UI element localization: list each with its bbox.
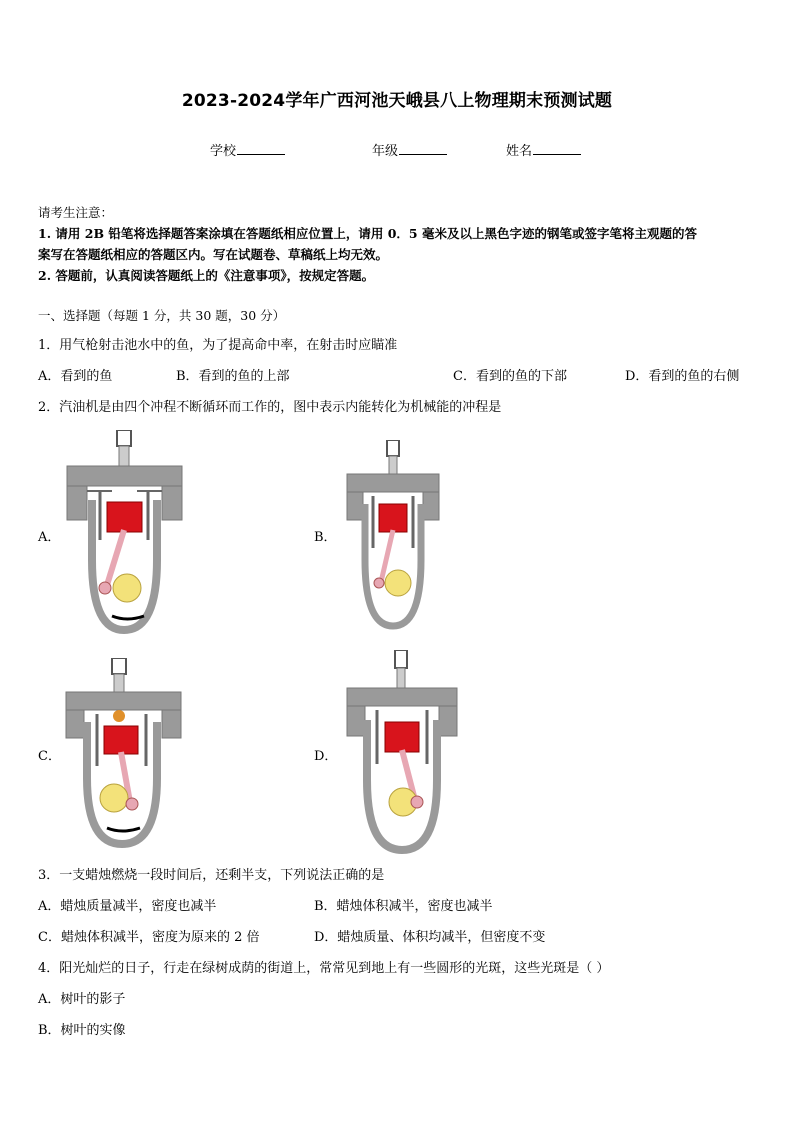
engine-diagram-b [343, 440, 443, 630]
flywheel [100, 784, 128, 812]
engine-diagram-d [343, 650, 461, 855]
grade-label: 年级 [372, 144, 399, 159]
notice-line-1a: 1. 请用 2B 铅笔将选择题答案涂填在答题纸相应位置上，请用 0．5 毫米及以上黑色字迹的钢笔或签字笔将主观题的答 [38, 226, 697, 241]
q3-option-a: A．蜡烛质量减半，密度也减半 [38, 899, 217, 914]
q4-stem: 4．阳光灿烂的日子，行走在绿树成荫的街道上，常常见到地上有一些圆形的光斑，这些光斑是（ ） [38, 961, 610, 976]
crank-pin [126, 798, 138, 810]
notice-heading: 请考生注意： [38, 205, 114, 220]
notice-line-2: 2. 答题前，认真阅读答题纸上的《注意事项》，按规定答题。 [38, 268, 375, 283]
q4-option-a: A．树叶的影子 [38, 992, 126, 1007]
q1-option-d: D．看到的鱼的右侧 [625, 369, 740, 384]
piston [385, 722, 419, 752]
q2-label-a: A． [38, 530, 61, 545]
piston [107, 502, 142, 532]
q3-option-d: D．蜡烛质量、体积均减半，但密度不变 [314, 930, 546, 945]
grade-field [372, 140, 447, 159]
name-field [506, 140, 581, 159]
name-blank [533, 142, 581, 155]
name-label: 姓名 [506, 144, 533, 159]
engine-diagram-c [62, 658, 187, 848]
crank-pin [99, 582, 111, 594]
spark-plug-icon [112, 658, 126, 674]
notice-line-1b: 案写在答题纸相应的答题区内。写在试题卷、草稿纸上均无效。 [38, 247, 389, 262]
crank-pin [374, 578, 384, 588]
valve-heads [87, 490, 162, 492]
spark-plug-icon [117, 430, 131, 446]
cylinder-head [66, 692, 181, 710]
spark-plug-icon [395, 650, 407, 668]
rotation-arrow-icon [107, 828, 140, 831]
cylinder-head [347, 474, 439, 492]
spark-plug-icon [387, 440, 399, 456]
spark-plug-body [119, 446, 129, 466]
crank-pin [411, 796, 423, 808]
school-label: 学校 [210, 144, 237, 159]
section-heading: 一、选择题（每题 1 分，共 30 题，30 分） [38, 308, 286, 323]
piston [104, 726, 138, 754]
flywheel [113, 574, 141, 602]
page-title: 2023-2024学年广西河池天峨县八上物理期末预测试题 [181, 91, 613, 111]
q2-label-b: B． [314, 530, 337, 545]
flywheel [385, 570, 411, 596]
q1-stem: 1．用气枪射击池水中的鱼，为了提高命中率，在射击时应瞄准 [38, 338, 398, 353]
q2-label-c: C． [38, 749, 61, 764]
school-blank [237, 142, 285, 155]
spark-plug-body [397, 668, 405, 688]
q3-option-c: C．蜡烛体积减半，密度为原来的 2 倍 [38, 930, 260, 945]
cylinder-head [67, 466, 182, 486]
q1-option-b: B．看到的鱼的上部 [176, 369, 290, 384]
q1-option-a: A．看到的鱼 [38, 369, 113, 384]
grade-blank [399, 142, 447, 155]
q2-stem: 2．汽油机是由四个冲程不断循环而工作的，图中表示内能转化为机械能的冲程是 [38, 400, 502, 415]
spark-plug-body [114, 674, 124, 692]
q4-option-b: B．树叶的实像 [38, 1023, 126, 1038]
piston [379, 504, 407, 532]
cylinder-head [347, 688, 457, 706]
spark-flame-icon [113, 710, 125, 722]
school-field [210, 140, 285, 159]
q3-option-b: B．蜡烛体积减半，密度也减半 [314, 899, 493, 914]
q3-stem: 3．一支蜡烛燃烧一段时间后，还剩半支，下列说法正确的是 [38, 868, 385, 883]
engine-diagram-a [62, 430, 187, 635]
rotation-arrow-icon [112, 616, 144, 619]
q1-option-c: C．看到的鱼的下部 [453, 369, 567, 384]
spark-plug-body [389, 456, 397, 474]
q2-label-d: D． [314, 749, 338, 764]
